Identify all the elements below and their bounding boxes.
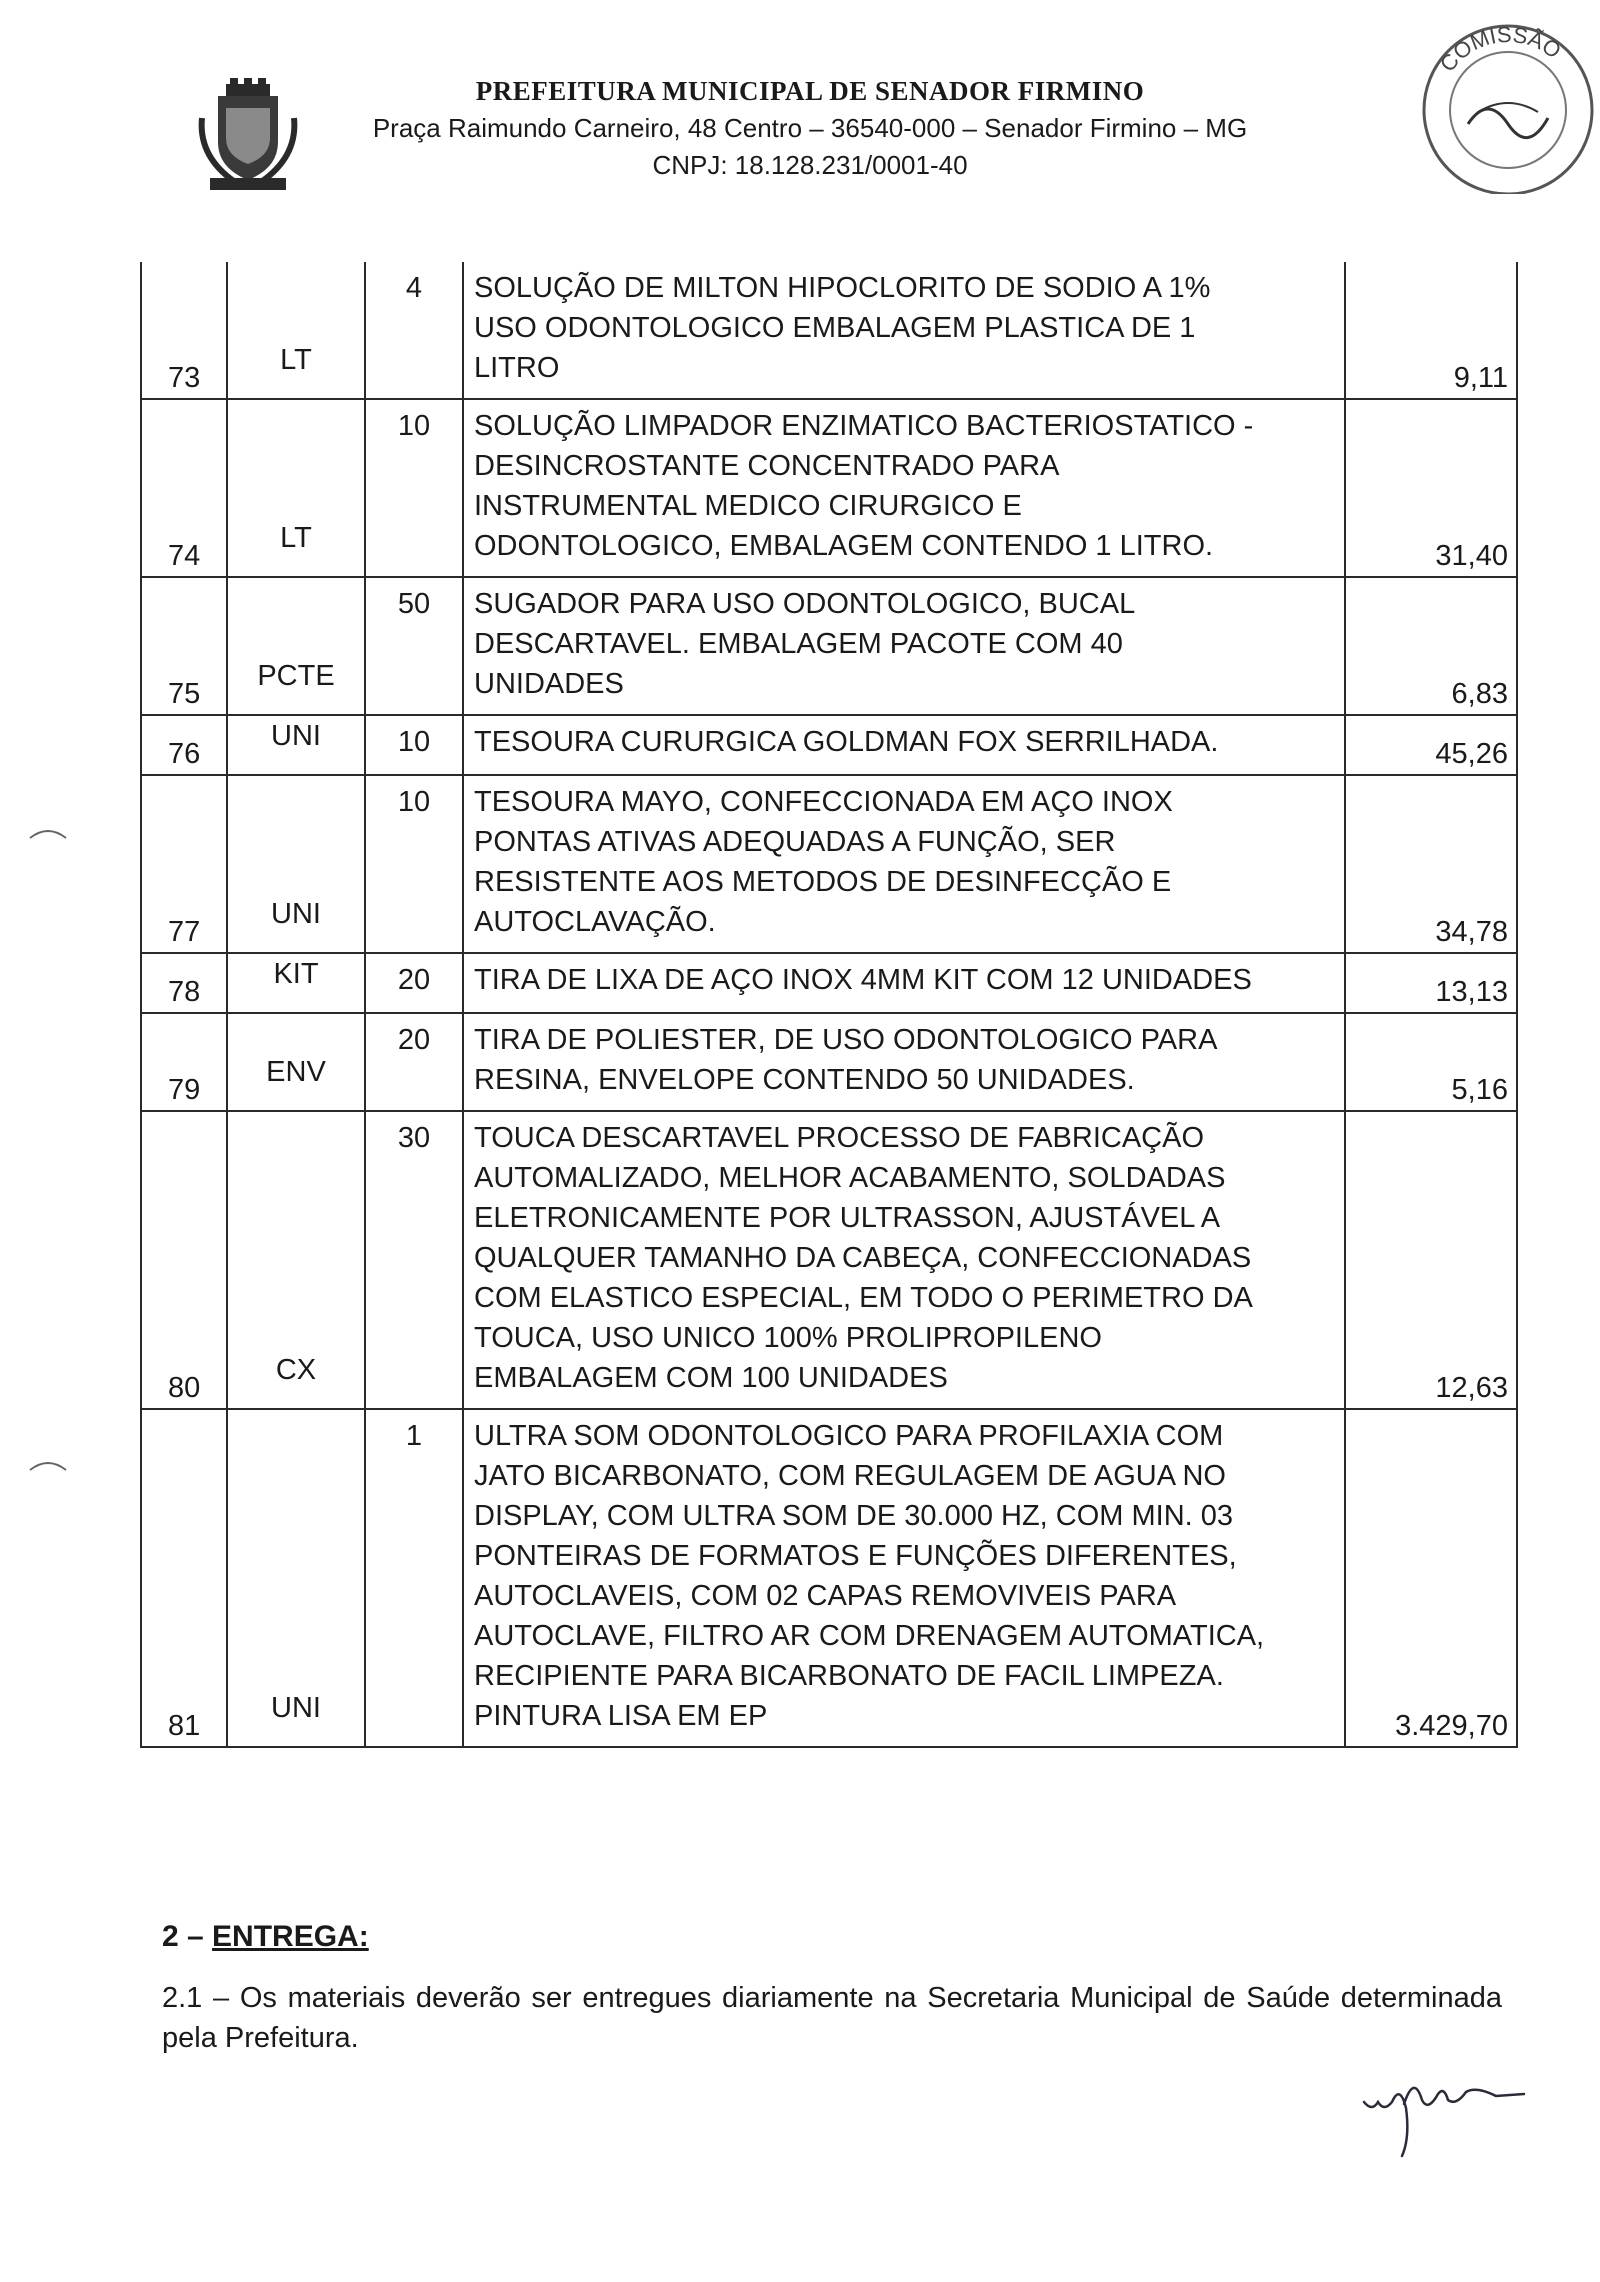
description-line: SUGADOR PARA USO ODONTOLOGICO, BUCAL: [474, 588, 1136, 620]
description-line: AUTOMALIZADO, MELHOR ACABAMENTO, SOLDADAS: [474, 1162, 1226, 1194]
item-quantity: 30: [365, 1111, 463, 1409]
item-quantity: 50: [365, 577, 463, 715]
svg-text:COMISSÃO: [1435, 22, 1566, 77]
description-line: TOUCA DESCARTAVEL PROCESSO DE FABRICAÇÃO: [474, 1122, 1205, 1154]
description-line: ODONTOLOGICO, EMBALAGEM CONTENDO 1 LITRO.: [474, 530, 1214, 562]
item-number: 76: [141, 715, 227, 775]
description-line: DESINCROSTANTE CONCENTRADO PARA: [474, 450, 1060, 482]
table-row: [141, 775, 1517, 953]
stamp-text: COMISSÃO: [1434, 21, 1566, 77]
item-quantity: 1: [365, 1409, 463, 1747]
table-row: [141, 399, 1517, 577]
item-unit: CX: [227, 1111, 365, 1409]
item-number: 80: [141, 1111, 227, 1409]
description-line: PONTAS ATIVAS ADEQUADAS A FUNÇÃO, SER: [474, 826, 1116, 858]
item-price: 13,13: [1345, 953, 1517, 1013]
description-line: ELETRONICAMENTE POR ULTRASSON, AJUSTÁVEL A: [474, 1202, 1221, 1234]
description-line: TESOURA MAYO, CONFECCIONADA EM AÇO INOX: [474, 786, 1173, 818]
item-unit: UNI: [227, 775, 365, 953]
item-number: 73: [141, 262, 227, 399]
description-line: DISPLAY, COM ULTRA SOM DE 30.000 HZ, COM MIN. 03: [474, 1500, 1234, 1532]
description-line: UNIDADES: [474, 668, 624, 700]
item-quantity: 10: [365, 399, 463, 577]
item-quantity: 10: [365, 715, 463, 775]
description-line: RESINA, ENVELOPE CONTENDO 50 UNIDADES.: [474, 1064, 1135, 1096]
item-price: 45,26: [1345, 715, 1517, 775]
item-number: 74: [141, 399, 227, 577]
item-unit: UNI: [227, 715, 365, 775]
description-line: QUALQUER TAMANHO DA CABEÇA, CONFECCIONADAS: [474, 1242, 1252, 1274]
items-table: [140, 262, 1518, 1748]
table-row: [141, 577, 1517, 715]
table-row: [141, 262, 1517, 399]
items-table-body: [141, 262, 1517, 1747]
item-quantity: 10: [365, 775, 463, 953]
table-row: [141, 715, 1517, 775]
item-number: 75: [141, 577, 227, 715]
description-line: USO ODONTOLOGICO EMBALAGEM PLASTICA DE 1: [474, 312, 1196, 344]
item-number: 81: [141, 1409, 227, 1747]
item-price: 6,83: [1345, 577, 1517, 715]
description-line: RECIPIENTE PARA BICARBONATO DE FACIL LIMPEZA.: [474, 1660, 1224, 1692]
table-row: [141, 1013, 1517, 1111]
item-unit: LT: [227, 262, 365, 399]
description-line: JATO BICARBONATO, COM REGULAGEM DE AGUA NO: [474, 1460, 1226, 1492]
description-line: DESCARTAVEL. EMBALAGEM PACOTE COM 40: [474, 628, 1123, 660]
municipal-crest-icon: [196, 78, 300, 194]
scan-mark: [28, 826, 68, 840]
table-row: [141, 953, 1517, 1013]
item-unit: ENV: [227, 1013, 365, 1111]
section-number: 2 –: [162, 1920, 213, 1953]
item-quantity: 20: [365, 953, 463, 1013]
description-line: RESISTENTE AOS METODOS DE DESINFECÇÃO E: [474, 866, 1172, 898]
item-price: 9,11: [1345, 262, 1517, 399]
org-cnpj: CNPJ: 18.128.231/0001-40: [652, 150, 968, 180]
table-row: [141, 1409, 1517, 1747]
description-line: PINTURA LISA EM EP: [474, 1700, 768, 1732]
item-unit: LT: [227, 399, 365, 577]
item-quantity: 4: [365, 262, 463, 399]
item-price: 3.429,70: [1345, 1409, 1517, 1747]
item-description: [463, 775, 1345, 953]
section-paragraph: 2.1 – Os materiais deverão ser entregues diariamente na Secretaria Municipal de Saúde determinada pela Prefeitura.: [162, 1982, 1502, 2054]
item-description: [463, 1013, 1345, 1111]
letterhead: [300, 70, 1320, 181]
item-quantity: 20: [365, 1013, 463, 1111]
section-heading: [162, 1920, 369, 1954]
item-description: [463, 1111, 1345, 1409]
item-number: 78: [141, 953, 227, 1013]
table-row: [141, 1111, 1517, 1409]
item-description: [463, 953, 1345, 1013]
item-price: 31,40: [1345, 399, 1517, 577]
description-line: AUTOCLAVE, FILTRO AR COM DRENAGEM AUTOMATICA,: [474, 1620, 1265, 1652]
description-line: AUTOCLAVEIS, COM 02 CAPAS REMOVIVEIS PARA: [474, 1580, 1177, 1612]
item-unit: UNI: [227, 1409, 365, 1747]
description-line: ULTRA SOM ODONTOLOGICO PARA PROFILAXIA COM: [474, 1420, 1224, 1452]
item-number: 79: [141, 1013, 227, 1111]
item-unit: KIT: [227, 953, 365, 1013]
description-line: TESOURA CURURGICA GOLDMAN FOX SERRILHADA.: [474, 726, 1219, 758]
org-name: PREFEITURA MUNICIPAL DE SENADOR FIRMINO: [475, 76, 1145, 106]
section-title: ENTREGA:: [212, 1920, 369, 1953]
org-address: Praça Raimundo Carneiro, 48 Centro – 36540-000 – Senador Firmino – MG: [372, 113, 1248, 143]
item-unit: PCTE: [227, 577, 365, 715]
item-description: [463, 1409, 1345, 1747]
description-line: LITRO: [474, 352, 560, 384]
description-line: TIRA DE POLIESTER, DE USO ODONTOLOGICO PARA: [474, 1024, 1218, 1056]
description-line: SOLUÇÃO DE MILTON HIPOCLORITO DE SODIO A 1%: [474, 272, 1211, 304]
item-number: 77: [141, 775, 227, 953]
description-line: AUTOCLAVAÇÃO.: [474, 906, 716, 938]
item-price: 34,78: [1345, 775, 1517, 953]
description-line: SOLUÇÃO LIMPADOR ENZIMATICO BACTERIOSTATICO -: [474, 410, 1254, 442]
description-line: EMBALAGEM COM 100 UNIDADES: [474, 1362, 948, 1394]
item-description: [463, 577, 1345, 715]
item-description: [463, 262, 1345, 399]
description-line: INSTRUMENTAL MEDICO CIRURGICO E: [474, 490, 1022, 522]
commission-stamp: [1408, 14, 1600, 194]
item-description: [463, 715, 1345, 775]
item-price: 5,16: [1345, 1013, 1517, 1111]
item-description: [463, 399, 1345, 577]
item-price: 12,63: [1345, 1111, 1517, 1409]
description-line: PONTEIRAS DE FORMATOS E FUNÇÕES DIFERENTES,: [474, 1540, 1237, 1572]
description-line: TOUCA, USO UNICO 100% PROLIPROPILENO: [474, 1322, 1102, 1354]
description-line: TIRA DE LIXA DE AÇO INOX 4MM KIT COM 12 UNIDADES: [474, 964, 1252, 996]
description-line: COM ELASTICO ESPECIAL, EM TODO O PERIMETRO DA: [474, 1282, 1253, 1314]
handwritten-signature: [1360, 2068, 1550, 2158]
scan-mark: [28, 1458, 68, 1472]
